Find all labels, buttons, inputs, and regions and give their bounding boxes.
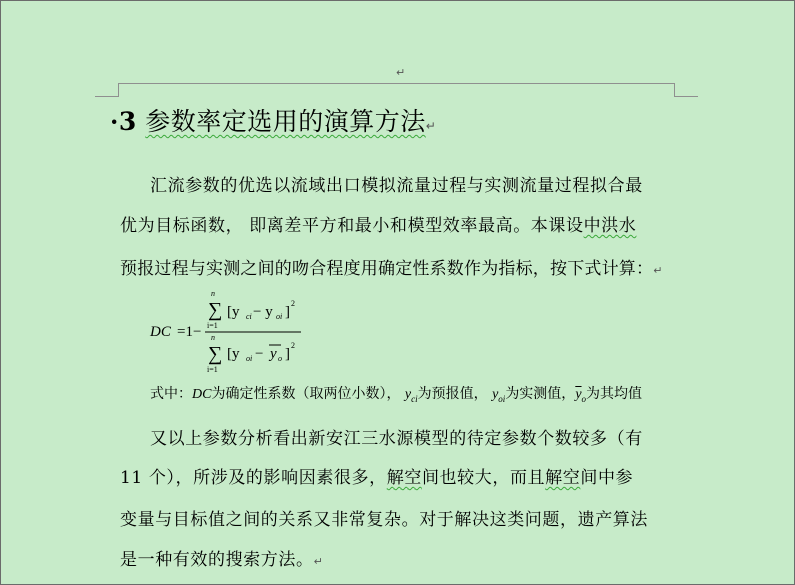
heading-paragraph-mark: ↵ — [425, 119, 437, 133]
note-yoi-sub: oi — [498, 393, 506, 404]
paragraph1-line2-text: 优为目标函数， 即离差平方和最小和模型效率最高。本课设 — [120, 216, 584, 236]
den-sum-upper: n — [211, 333, 215, 342]
note-yo-sub: o — [581, 393, 587, 404]
dc-formula-svg — [145, 288, 315, 378]
note-yoi: y — [492, 387, 499, 402]
paragraph1-mark: ↵ — [653, 264, 663, 277]
note-yoi-desc: 为实测值， — [505, 386, 576, 402]
note-dc: DC — [192, 387, 212, 402]
den-bracket-open: [y — [227, 346, 240, 362]
paragraph2-mark: ↵ — [313, 555, 324, 568]
section-heading[interactable] — [110, 102, 436, 138]
den-sub-o: o — [278, 354, 282, 363]
paragraph2-line4-text: 是一种有效的搜索方法。 — [120, 550, 314, 570]
num-sub-oi: oi — [276, 312, 283, 321]
den-power: 2 — [291, 341, 295, 350]
paragraph2-flagged-1: 解空 — [386, 468, 422, 488]
paragraph1-line1[interactable]: 汇流参数的优选以流域出口模拟流量过程与实测流量过程拟合最 — [150, 176, 643, 196]
paragraph1-line2-flagged: 中洪水 — [583, 216, 637, 236]
paragraph2-line1[interactable]: 又以上参数分析看出新安江三水源模型的待定参数个数较多（有 — [150, 429, 643, 449]
margin-corner-right — [674, 83, 698, 97]
num-sub-ci: ci — [246, 312, 252, 321]
paragraph2-line2-a: 11 个），所涉及的影响因素很多， — [120, 468, 387, 488]
note-yo: $\overline{y}$ — [575, 387, 582, 402]
paragraph2-line3[interactable]: 变量与目标值之间的关系又非常复杂。对于解决这类问题，遗产算法 — [120, 510, 648, 530]
margin-corner-left — [95, 83, 119, 97]
num-bracket-open: [y — [227, 304, 240, 320]
num-sum-lower: i=1 — [207, 321, 218, 330]
paragraph2-line2-c: 间中参 — [580, 468, 634, 488]
paragraph2-flagged-2: 解空 — [545, 468, 581, 488]
paragraph2-line2[interactable] — [120, 463, 633, 488]
note-yo-desc: 为其均值 — [586, 386, 643, 402]
heading-title: 参数率定选用的演算方法 — [145, 107, 426, 136]
paragraph2-line2-b: 间也较大，而且 — [421, 468, 546, 488]
dc-formula[interactable] — [145, 288, 315, 378]
paragraph2-line4[interactable] — [120, 545, 323, 570]
heading-bullet: · — [110, 107, 119, 136]
note-yci-sub: ci — [411, 393, 418, 404]
den-mean-y: y — [270, 346, 277, 362]
paragraph1-line3-text: 预报过程与实测之间的吻合程度用确定性系数作为指标，按下式计算： — [120, 259, 654, 279]
formula-equals: =1− — [177, 324, 202, 340]
paragraph1-line3[interactable] — [120, 254, 663, 279]
num-sum-symbol: ∑ — [208, 299, 223, 321]
num-power: 2 — [291, 299, 295, 308]
note-yci: y — [404, 387, 412, 402]
header-rule — [118, 83, 674, 84]
note-prefix: 式中： — [150, 386, 192, 402]
den-sub-oi: oi — [246, 354, 253, 363]
note-yci-desc: 为预报值， — [417, 386, 488, 402]
num-sum-upper: n — [211, 289, 215, 298]
num-bracket-close: ] — [285, 304, 290, 320]
header-paragraph-mark: ↵ — [396, 66, 406, 79]
window-top-edge — [0, 0, 795, 1]
paragraph1-line2[interactable] — [120, 211, 636, 236]
note-dc-desc: 为确定性系数（取两位小数）， — [211, 386, 401, 402]
den-minus: − — [255, 346, 264, 362]
heading-number: 3 — [118, 107, 137, 136]
den-sum-symbol: ∑ — [208, 343, 223, 365]
num-minus: − y — [253, 304, 273, 320]
den-sum-lower: i=1 — [207, 365, 218, 374]
den-bracket-close: ] — [285, 346, 290, 362]
formula-legend[interactable] — [150, 383, 642, 405]
formula-lhs: DC — [150, 324, 171, 340]
